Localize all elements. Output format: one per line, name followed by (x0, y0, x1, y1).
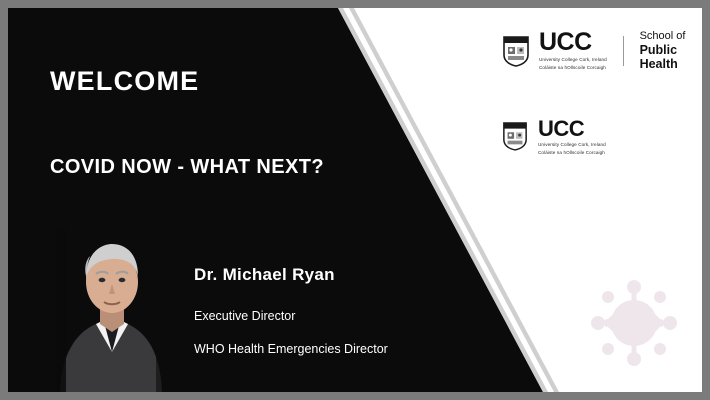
speaker-role-secondary: WHO Health Emergencies Director (194, 342, 388, 356)
slide-title: WELCOME (50, 66, 200, 96)
ucc-subtitle-en: University College Cork, Ireland (539, 57, 607, 62)
ucc-secondary-wordmark: UCC (538, 116, 585, 141)
slide-canvas (8, 8, 702, 392)
ucc-secondary-logo (502, 118, 606, 156)
ucc-wordmark-block (539, 30, 607, 71)
school-of-public-health-block (640, 30, 702, 71)
ucc-secondary-wordmark-block (538, 118, 606, 156)
school-label-line2: Public Health (639, 42, 678, 72)
ucc-subtitle-ga: Coláiste na hOllscoile Corcaigh (539, 65, 606, 71)
ucc-wordmark: UCC (539, 28, 592, 56)
school-label-line1: School of (639, 30, 686, 42)
speaker-portrait (56, 226, 168, 392)
slide-subtitle: COVID NOW - WHAT NEXT? (50, 156, 324, 178)
ucc-crest-icon (502, 35, 530, 67)
virus-icon (588, 277, 680, 374)
ucc-crest-icon-secondary (502, 121, 530, 153)
speaker-name: Dr. Michael Ryan (194, 265, 335, 284)
ucc-secondary-subtitle-ga: Coláiste na hOllscoile Corcaigh (538, 150, 605, 156)
ucc-public-health-logo (502, 30, 702, 71)
ucc-secondary-subtitle-en: University College Cork, Ireland (538, 142, 606, 147)
speaker-role-primary: Executive Director (194, 309, 296, 323)
logo-divider (623, 36, 624, 66)
